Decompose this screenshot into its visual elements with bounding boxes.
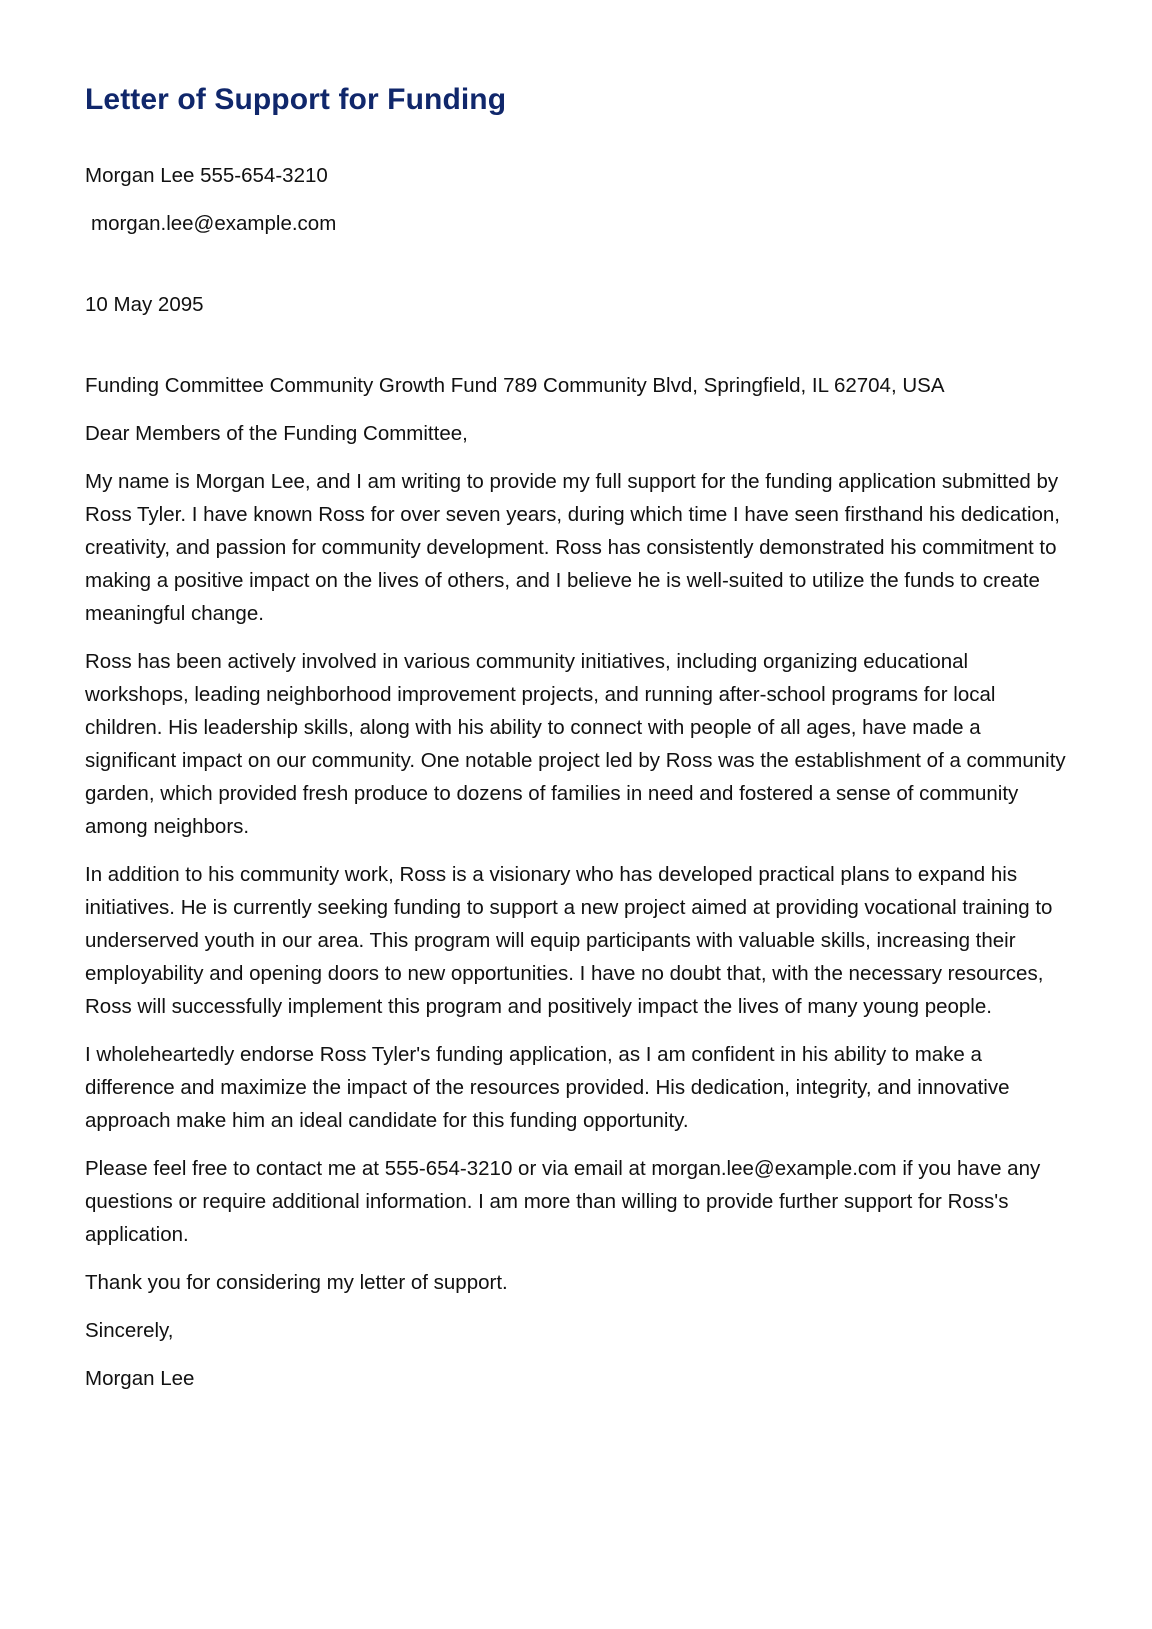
letter-date: 10 May 2095 <box>85 293 204 316</box>
body-paragraph-endorsement: I wholeheartedly endorse Ross Tyler's funding application, as I am confident in his ability to make a difference and maximize the impact of the resources provided. His dedication, integrity, and innovative approach make him an ideal candidate for this funding opportunity. <box>85 1043 1010 1132</box>
body-paragraph-contact: Please feel free to contact me at 555-654-3210 or via email at morgan.lee@example.com if you have any questions or require additional information. I am more than willing to provide further support for Ross's application. <box>85 1157 1041 1246</box>
recipient-address: Funding Committee Community Growth Fund 789 Community Blvd, Springfield, IL 62704, USA <box>85 374 945 397</box>
sender-email: morgan.lee@example.com <box>91 212 337 235</box>
body-paragraph-new-project: In addition to his community work, Ross is a visionary who has developed practical plans to expand his initiatives. He is currently seeking funding to support a new project aimed at providing vocational training to underserved youth in our area. This program will equip participants with valuable skills, increasing their employability and opening doors to new opportunities. I have no doubt that, with the necessary resources, Ross will successfully implement this program and positively impact the lives of many young people. <box>85 863 1053 1018</box>
signature-name: Morgan Lee <box>85 1367 195 1390</box>
body-paragraph-thanks: Thank you for considering my letter of support. <box>85 1271 508 1294</box>
closing: Sincerely, <box>85 1319 174 1342</box>
body-paragraph-introduction: My name is Morgan Lee, and I am writing to provide my full support for the funding application submitted by Ross Tyler. I have known Ross for over seven years, during which time I have seen firsthand his dedication, creativity, and passion for community development. Ross has consistently demonstrated his commitment to making a positive impact on the lives of others, and I believe he is well-suited to utilize the funds to create meaningful change. <box>85 470 1061 625</box>
body-paragraph-community-initiatives: Ross has been actively involved in various community initiatives, including organizing educational workshops, leading neighborhood improvement projects, and running after-school programs for local children. His leadership skills, along with his ability to connect with people of all ages, have made a significant impact on our community. One notable project led by Ross was the establishment of a community garden, which provided fresh produce to dozens of families in need and fostered a sense of community among neighbors. <box>85 650 1066 838</box>
sender-name-phone: Morgan Lee 555-654-3210 <box>85 164 328 187</box>
salutation: Dear Members of the Funding Committee, <box>85 422 468 445</box>
letter-title: Letter of Support for Funding <box>85 83 507 116</box>
